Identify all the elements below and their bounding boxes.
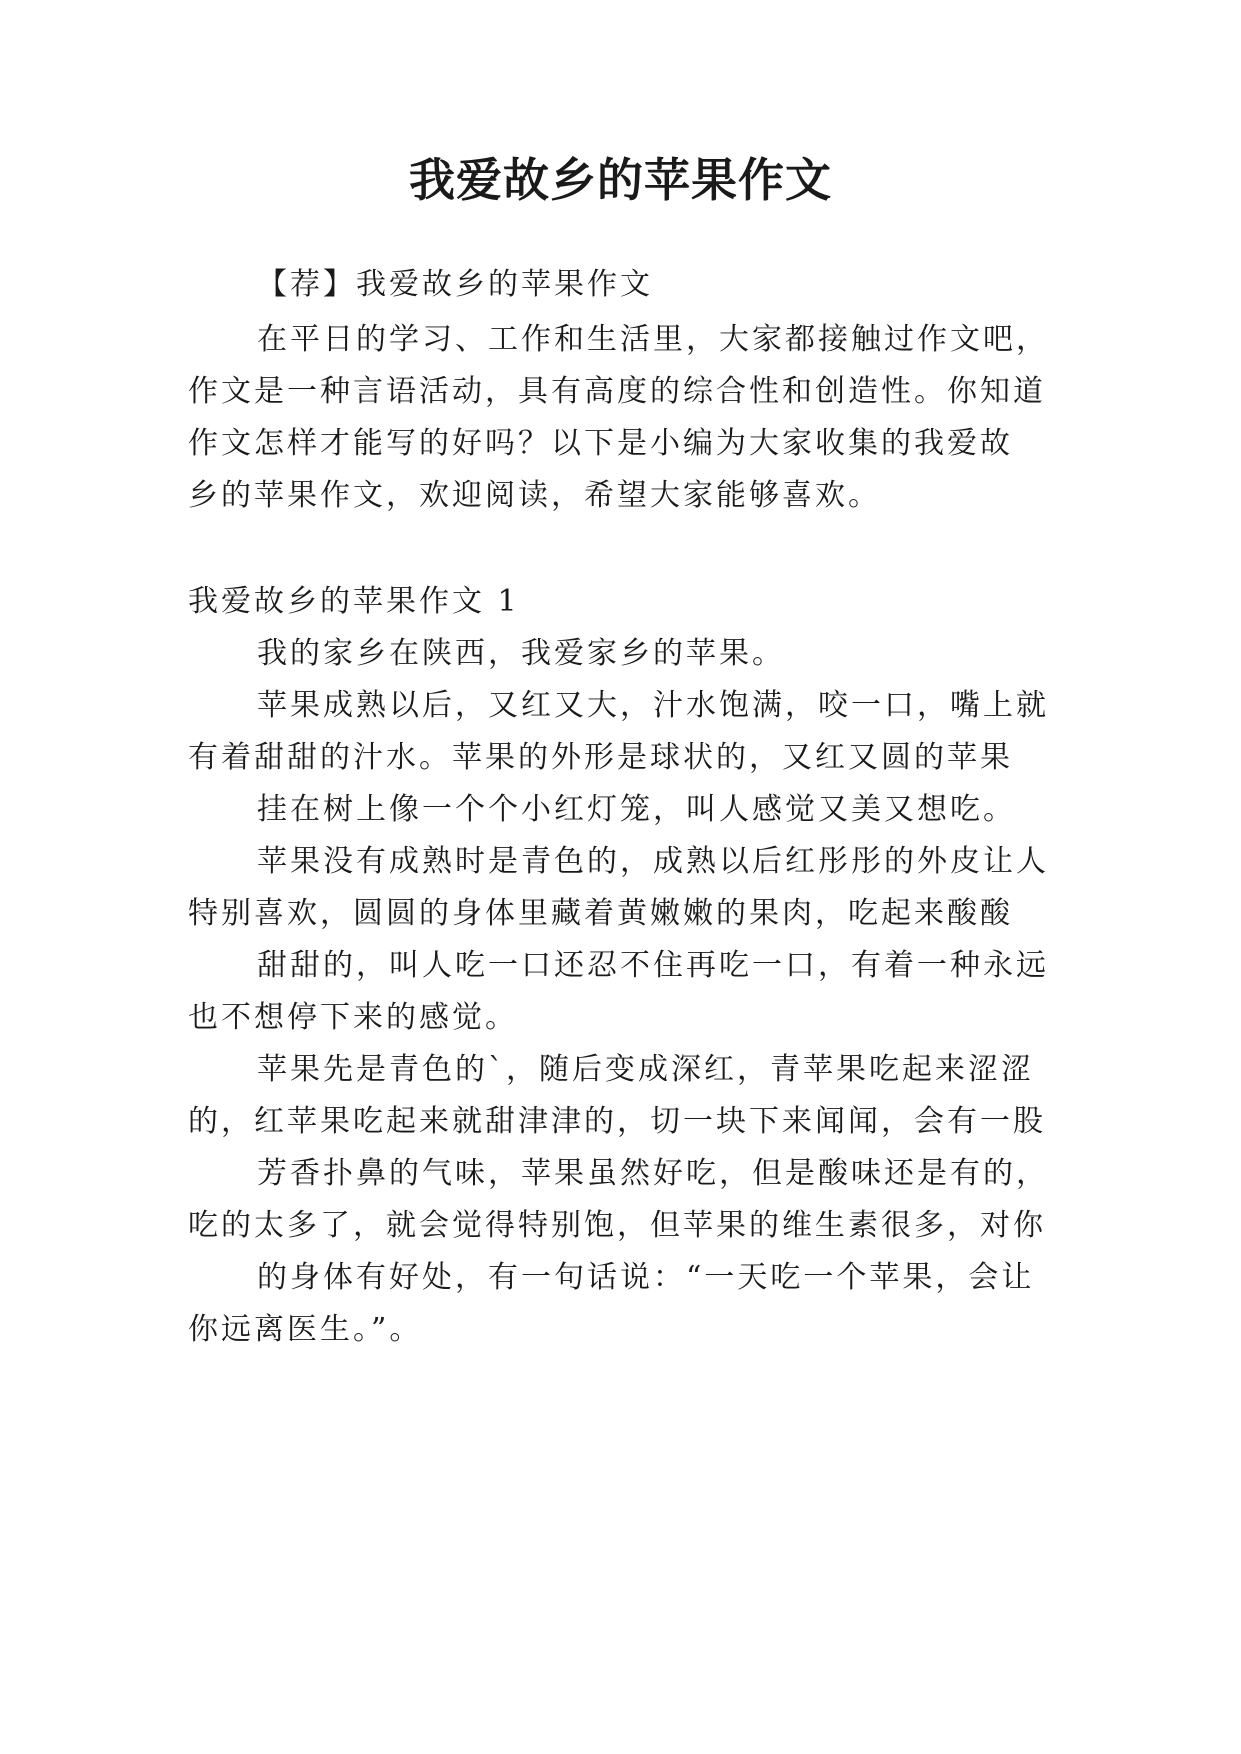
body-line-1: 我的家乡在陕西，我爱家乡的苹果。 bbox=[257, 636, 785, 671]
intro-line-4: 乡的苹果作文，欢迎阅读，希望大家能够喜欢。 bbox=[188, 478, 881, 513]
intro-line-3: 作文怎样才能写的好吗？以下是小编为大家收集的我爱故 bbox=[188, 426, 1013, 461]
intro-line-2: 作文是一种言语活动，具有高度的综合性和创造性。你知道 bbox=[188, 374, 1046, 409]
recommend-line: 【荐】我爱故乡的苹果作文 bbox=[257, 267, 653, 302]
body-line-13: 的身体有好处，有一句话说：“一天吃一个苹果，会让 bbox=[257, 1260, 1035, 1295]
body-line-5: 苹果没有成熟时是青色的，成熟以后红彤彤的外皮让人 bbox=[257, 844, 1049, 879]
body-line-3: 有着甜甜的汁水。苹果的外形是球状的，又红又圆的苹果 bbox=[188, 740, 1013, 775]
body-line-11: 芳香扑鼻的气味，苹果虽然好吃，但是酸味还是有的， bbox=[257, 1156, 1049, 1191]
body-line-12: 吃的太多了，就会觉得特别饱，但苹果的维生素很多，对你 bbox=[188, 1208, 1046, 1243]
body-line-9: 苹果先是青色的`，随后变成深红，青苹果吃起来涩涩 bbox=[257, 1052, 1034, 1087]
body-line-2: 苹果成熟以后，又红又大，汁水饱满，咬一口，嘴上就 bbox=[257, 688, 1049, 723]
body-line-6: 特别喜欢，圆圆的身体里藏着黄嫩嫩的果肉，吃起来酸酸 bbox=[188, 896, 1013, 931]
section-heading: 我爱故乡的苹果作文 1 bbox=[188, 584, 520, 619]
body-line-10: 的，红苹果吃起来就甜津津的，切一块下来闻闻，会有一股 bbox=[188, 1104, 1046, 1139]
body-line-14: 你远离医生。”。 bbox=[188, 1312, 423, 1347]
document-title: 我爱故乡的苹果作文 bbox=[409, 153, 832, 207]
body-line-4: 挂在树上像一个个小红灯笼，叫人感觉又美又想吃。 bbox=[257, 792, 1016, 827]
body-line-7: 甜甜的，叫人吃一口还忍不住再吃一口，有着一种永远 bbox=[257, 948, 1049, 983]
body-line-8: 也不想停下来的感觉。 bbox=[188, 1000, 518, 1035]
intro-line-1: 在平日的学习、工作和生活里，大家都接触过作文吧， bbox=[257, 322, 1049, 357]
